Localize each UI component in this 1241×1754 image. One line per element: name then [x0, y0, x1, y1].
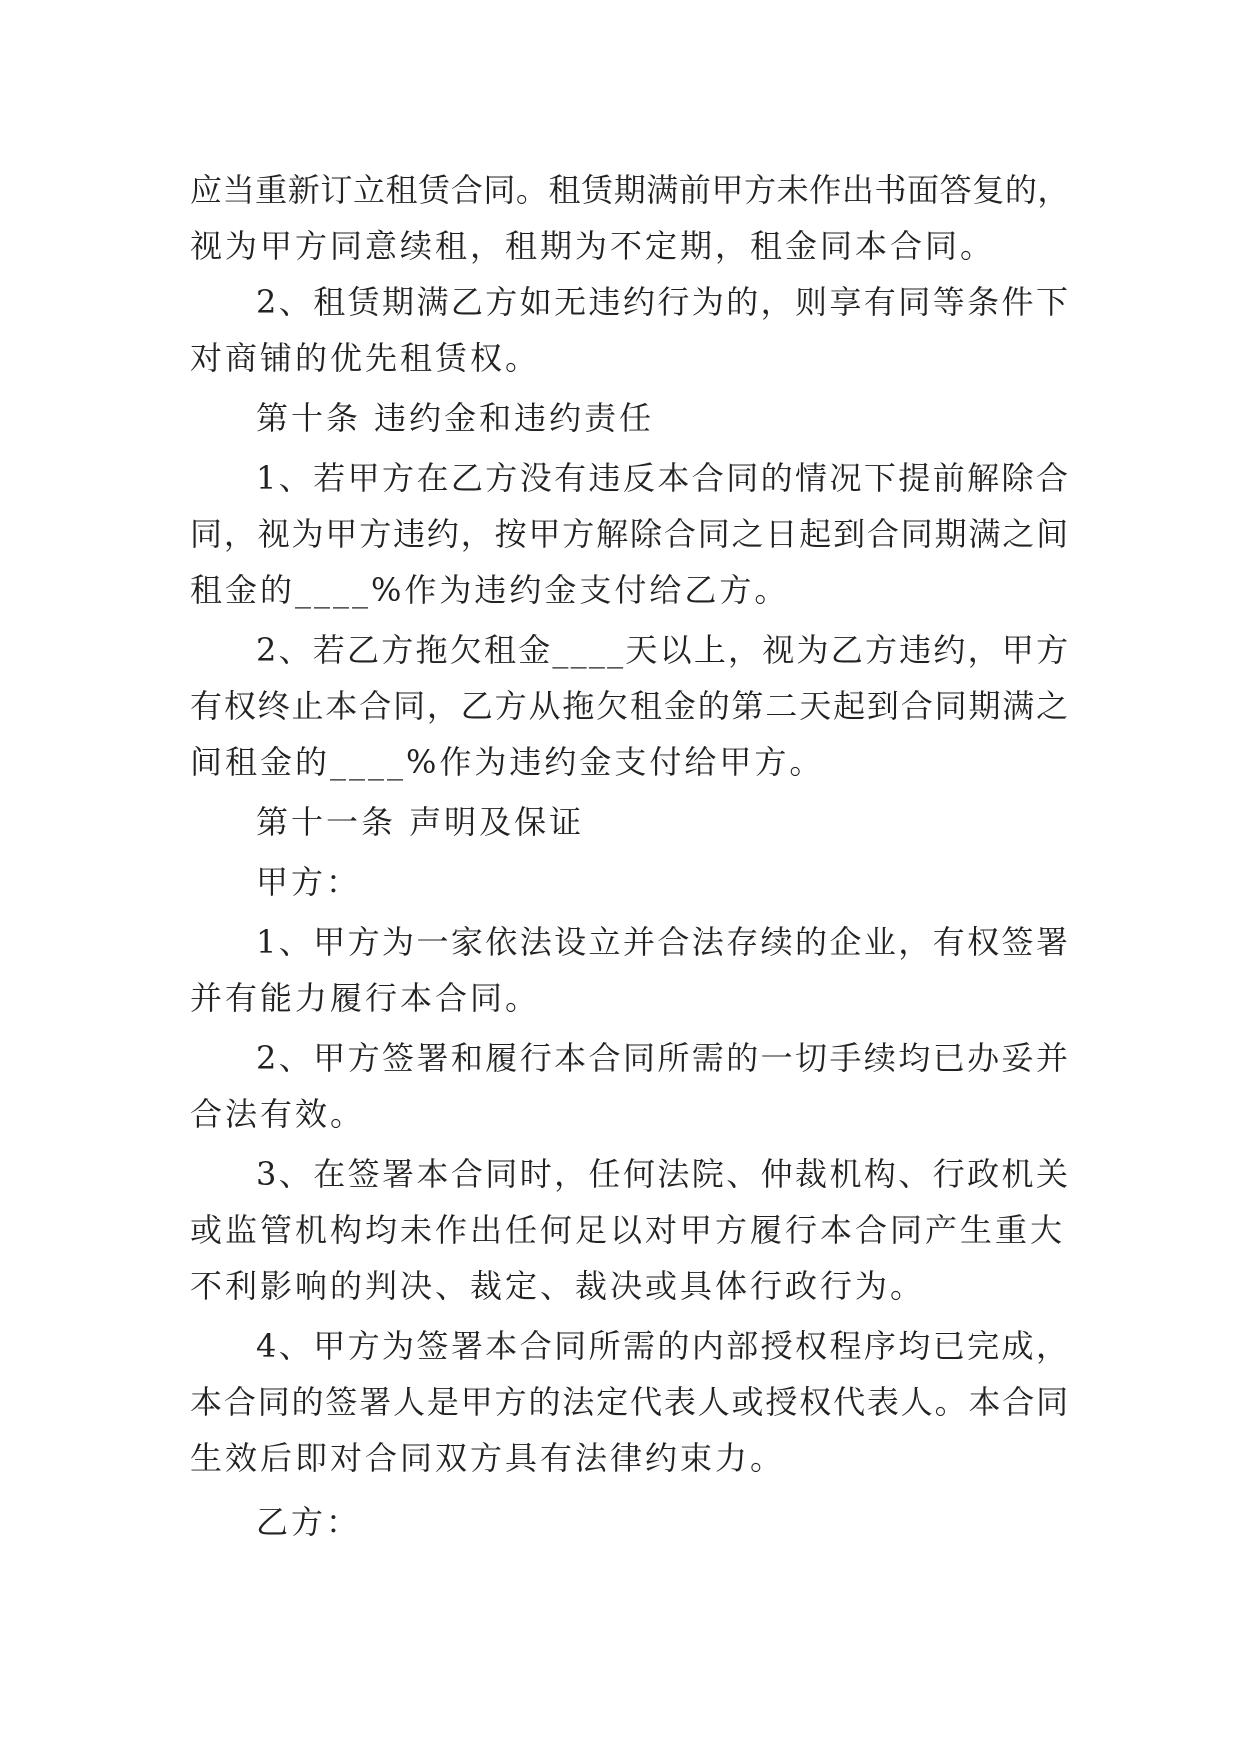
- paragraph-line: 有权终止本合同，乙方从拖欠租金的第二天起到合同期满之: [190, 687, 1071, 725]
- paragraph-line: 2、租赁期满乙方如无违约行为的，则享有同等条件下: [256, 283, 1071, 321]
- party-label: 甲方：: [256, 863, 362, 901]
- paragraph-line: 对商铺的优先租赁权。: [190, 339, 541, 377]
- section-heading: 第十一条 声明及保证: [256, 803, 585, 841]
- paragraph-line: 不利影响的判决、裁定、裁决或具体行政行为。: [190, 1267, 926, 1305]
- paragraph-line: 2、若乙方拖欠租金____天以上，视为乙方违约，甲方: [256, 631, 1071, 669]
- paragraph-line: 3、在签署本合同时，任何法院、仲裁机构、行政机关: [256, 1155, 1071, 1193]
- paragraph-line: 视为甲方同意续租，租期为不定期，租金同本合同。: [190, 227, 996, 265]
- paragraph-line: 合法有效。: [190, 1095, 366, 1133]
- paragraph-line: 4、甲方为签署本合同所需的内部授权程序均已完成，: [256, 1327, 1071, 1365]
- paragraph-line: 租金的____%作为违约金支付给乙方。: [190, 571, 790, 609]
- paragraph-line: 并有能力履行本合同。: [190, 979, 541, 1017]
- paragraph-line: 本合同的签署人是甲方的法定代表人或授权代表人。本合同: [190, 1383, 1071, 1421]
- paragraph-line: 间租金的____%作为违约金支付给甲方。: [190, 743, 825, 781]
- party-label: 乙方：: [256, 1503, 362, 1541]
- paragraph-line: 1、若甲方在乙方没有违反本合同的情况下提前解除合: [256, 459, 1071, 497]
- paragraph-line: 生效后即对合同双方具有法律约束力。: [190, 1439, 786, 1477]
- paragraph-line: 应当重新订立租赁合同。租赁期满前甲方未作出书面答复的，: [190, 171, 1071, 209]
- paragraph-line: 同，视为甲方违约，按甲方解除合同之日起到合同期满之间: [190, 515, 1071, 553]
- paragraph-line: 2、甲方签署和履行本合同所需的一切手续均已办妥并: [256, 1039, 1071, 1077]
- paragraph-line: 1、甲方为一家依法设立并合法存续的企业，有权签署: [256, 923, 1071, 961]
- paragraph-line: 或监管机构均未作出任何足以对甲方履行本合同产生重大: [190, 1211, 1066, 1249]
- section-heading: 第十条 违约金和违约责任: [256, 399, 655, 437]
